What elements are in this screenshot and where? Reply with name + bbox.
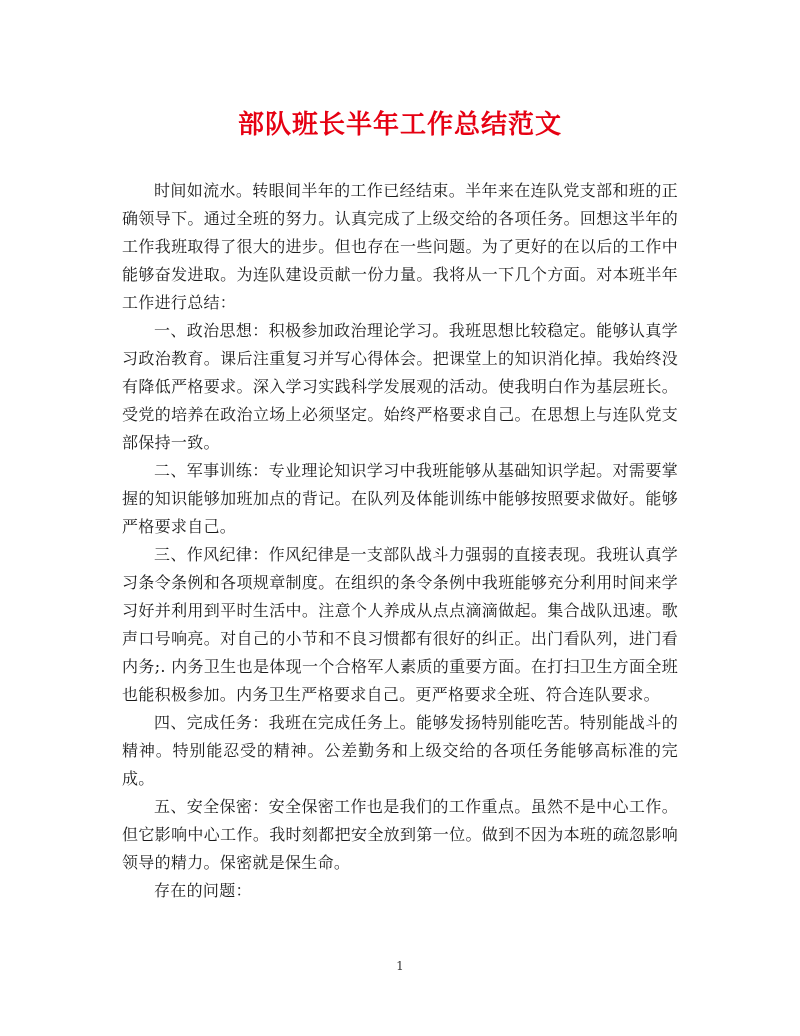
paragraph-intro: 时间如流水。转眼间半年的工作已经结束。半年来在连队党支部和班的正确领导下。通过全班的努力。认真完成了上级交给的各项任务。回想这半年的工作我班取得了很大的进步。但也存在一些问题。为了更好的在以后的工作中能够奋发进取。为连队建设贡献一份力量。我将从一下几个方面。对本班半年工作进行总结：	[122, 181, 678, 312]
paragraph-security: 五、安全保密：安全保密工作也是我们的工作重点。虽然不是中心工作。但它影响中心工作。我时刻都把安全放到第一位。做到不因为本班的疏忽影响领导的精力。保密就是保生命。	[122, 797, 678, 872]
paragraph-political: 一、政治思想：积极参加政治理论学习。我班思想比较稳定。能够认真学习政治教育。课后注重复习并写心得体会。把课堂上的知识消化掉。我始终没有降低严格要求。深入学习实践科学发展观的活动。使我明白作为基层班长。受党的培养在政治立场上必须坚定。始终严格要求自己。在思想上与连队党支部保持一致。	[122, 321, 678, 452]
paragraph-problems-heading: 存在的问题：	[154, 881, 252, 900]
paragraph-military-training: 二、军事训练：专业理论知识学习中我班能够从基础知识学起。对需要掌握的知识能够加班加点的背记。在队列及体能训练中能够按照要求做好。能够严格要求自己。	[122, 461, 678, 536]
paragraph-tasks: 四、完成任务：我班在完成任务上。能够发扬特别能吃苦。特别能战斗的精神。特别能忍受的精神。公差勤务和上级交给的各项任务能够高标准的完成。	[122, 713, 678, 788]
document-body	[122, 177, 678, 905]
paragraph-discipline: 三、作风纪律：作风纪律是一支部队战斗力强弱的直接表现。我班认真学习条令条例和各项规章制度。在组织的条令条例中我班能够充分利用时间来学习好并利用到平时生活中。注意个人养成从点点滴滴做起。集合战队迅速。歌声口号响亮。对自己的小节和不良习惯都有很好的纠正。出门看队列，进门看内务;. 内务卫生也是体现一个合格军人素质的重要方面。在打扫卫生方面全班也能积极参加。内务卫生严格要求自己。更严格要求全班、符合连队要求。	[122, 545, 678, 704]
page-number: 1	[396, 959, 404, 973]
document-title: 部队班长半年工作总结范文	[237, 110, 562, 140]
